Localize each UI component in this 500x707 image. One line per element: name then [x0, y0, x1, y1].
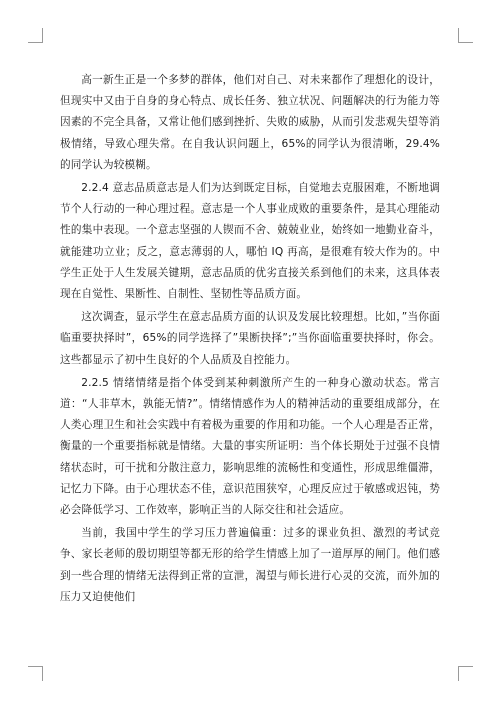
- paragraph-first-year-students: 高一新生正是一个多梦的群体，他们对自己、对未来都作了理想化的设计，但现实中又由于自身的身心特点、成长任务、独立状况、问题解决的行为能力等因素的不完全具备，又常让他们感到挫折、失败的威胁，从而引发悲观失望等消极情绪，导致心理失常。在自我认识问题上，65%的同学认为很清晰，29.4%的同学认为较模糊。: [60, 74, 440, 171]
- crop-mark-top-left: [28, 28, 43, 43]
- crop-mark-bottom-right: [458, 666, 473, 681]
- paragraph-survey-results: 这次调查，显示学生在意志品质方面的认识及发展比较理想。比如，”当你面临重要抉择时”，65%的同学选择了”果断抉择”;”当你面临重要抉择时，你会。这些都显示了初中生良好的个人品质及自控能力。: [60, 311, 440, 366]
- paragraph-emotions: 2.2.5 情绪情绪是指个体受到某种刺激所产生的一种身心激动状态。常言道：“人非草木，孰能无情?”。情绪情感作为人的精神活动的重要组成部分，在人类心理卫生和社会实践中有着极为重要的作用和功能。一个人心理是否正常，衡量的一个重要指标就是情绪。大量的事实所证明：当个体长期处于过强不良情绪状态时，可干扰和分散注意力，影响思维的流畅性和变通性，形成思维僵滞，记忆力下降。由于心理状态不佳，意识范围狭窄，心理反应过于敏感或迟钝，势必会降低学习、工作效率，影响正当的人际交往和社会适应。: [60, 376, 440, 517]
- paragraph-willpower-quality: 2.2.4 意志品质意志是人们为达到既定目标，自觉地去克服困难，不断地调节个人行动的一种心理过程。意志是一个人事业成败的重要条件，是其心理能动性的集中表现。一个意志坚强的人锲而不舍、兢兢业业，始终如一地勤业奋斗，就能建功立业；反之，意志薄弱的人，哪怕 IQ 再高，是很难有较大作为的。中学生正处于人生发展关键期，意志品质的优劣直接关系到他们的未来，这具体表现在自觉性、果断性、自制性、坚韧性等品质方面。: [60, 182, 440, 301]
- crop-mark-bottom-left: [28, 666, 43, 681]
- paragraph-study-pressure: 当前，我国中学生的学习压力普遍偏重：过多的课业负担、激烈的考试竞争、家长老师的殷切期望等都无形的给学生情感上加了一道厚厚的闸门。他们感到一些合理的情绪无法得到正常的宣泄，渴望与师长进行心灵的交流，而外加的压力又迫使他们: [60, 527, 440, 603]
- crop-mark-top-right: [458, 28, 473, 43]
- document-body: [60, 70, 440, 608]
